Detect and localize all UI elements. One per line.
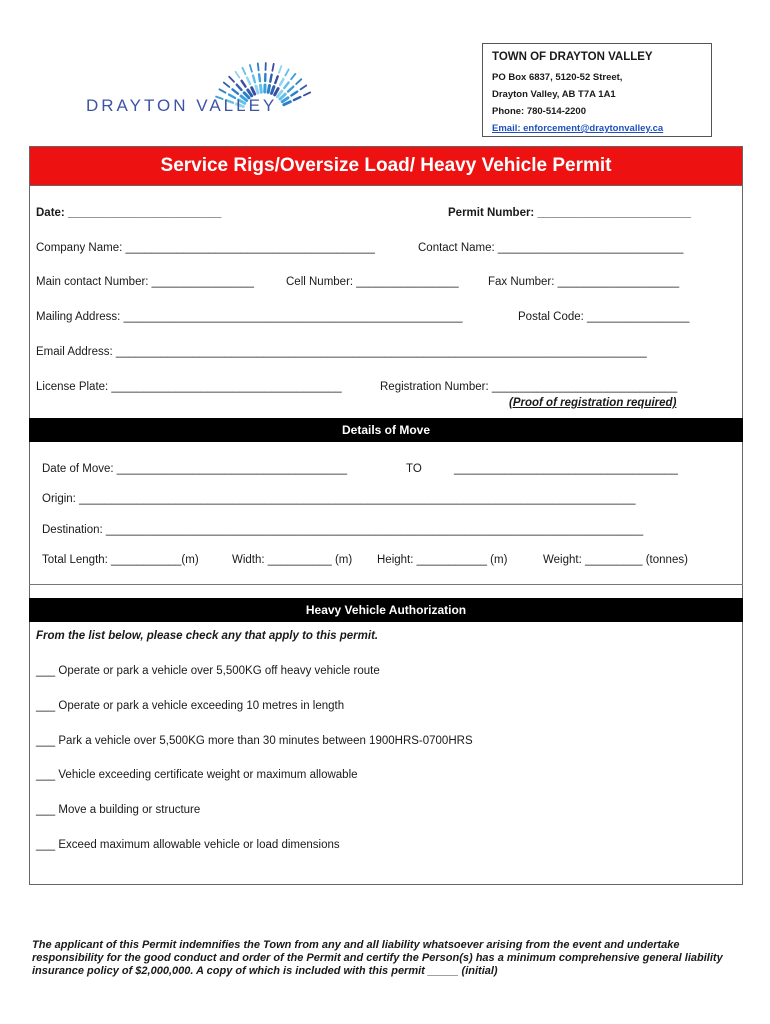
logo-ray [259, 74, 260, 81]
fax-number-field[interactable]: Fax Number: ___________________ [488, 276, 680, 288]
checklist-item[interactable]: ___ Operate or park a vehicle over 5,500KG off heavy vehicle route [36, 665, 380, 677]
details-of-move-heading: Details of Move [341, 423, 431, 437]
to-label: TO [406, 463, 422, 475]
logo-ray [280, 94, 285, 99]
logo-ray [237, 85, 242, 90]
authorization-instruction: From the list below, please check any that apply to this permit. [36, 630, 379, 642]
license-plate-field[interactable]: License Plate: ____________________________________ [36, 381, 342, 393]
logo-ray [282, 98, 288, 102]
contact-name-field[interactable]: Contact Name: _____________________________ [418, 242, 684, 254]
logo-ray [261, 85, 262, 92]
logo-ray [275, 76, 277, 83]
logo-ray [236, 72, 240, 78]
logo-ray [275, 89, 278, 95]
logo-ray [291, 92, 297, 96]
authorization-header [29, 598, 743, 622]
email-address-field[interactable]: Email Address: ___________________________________________________________________________________ [36, 346, 647, 358]
checklist-item[interactable]: ___ Vehicle exceeding certificate weight or maximum allowable [36, 769, 358, 781]
logo-ray [268, 86, 269, 93]
logo-ray [247, 78, 250, 84]
date-of-move-field[interactable]: Date of Move: ____________________________________ [42, 463, 348, 475]
width-field[interactable]: Width: __________ (m) [232, 554, 353, 566]
logo-ray [304, 92, 310, 95]
permit-number-field[interactable]: Permit Number: ________________________ [448, 207, 691, 219]
logo-ray [280, 79, 283, 85]
logo-ray [284, 102, 290, 105]
checklist-item[interactable]: ___ Operate or park a vehicle exceeding 10 metres in length [36, 700, 345, 712]
logo-ray [291, 74, 295, 80]
logo-ray [242, 81, 246, 87]
logo-ray [256, 86, 258, 93]
main-contact-number-field[interactable]: Main contact Number: ________________ [36, 276, 255, 288]
logo-ray [248, 90, 252, 96]
company-name-field[interactable]: Company Name: _______________________________________ [36, 242, 375, 254]
logo-ray [294, 97, 300, 100]
office-address-box [482, 43, 712, 137]
logo-ray [272, 87, 274, 94]
checklist-item[interactable]: ___ Move a building or structure [36, 804, 201, 816]
cell-number-field[interactable]: Cell Number: ________________ [286, 276, 459, 288]
height-field[interactable]: Height: ___________ (m) [377, 554, 508, 566]
logo-ray [285, 69, 288, 75]
logo-ray [233, 89, 239, 93]
logo-ray [219, 89, 225, 92]
to-date-field[interactable]: ___________________________________ [454, 463, 678, 475]
logo-ray [229, 77, 234, 82]
logo-ray [284, 83, 288, 89]
form-title-bar [29, 146, 743, 186]
postal-code-field[interactable]: Postal Code: ________________ [518, 311, 690, 323]
office-po-box: PO Box 6837, 5120-52 Street, [492, 72, 623, 83]
checklist-item[interactable]: ___ Park a vehicle over 5,500KG more than 30 minutes between 1900HRS-0700HRS [36, 735, 473, 747]
total-length-field[interactable]: Total Length: ___________(m) [42, 554, 199, 566]
logo-ray [252, 88, 255, 94]
drayton-valley-logo [86, 42, 322, 132]
logo-ray [279, 66, 281, 73]
details-of-move-header [29, 418, 743, 442]
destination-field[interactable]: Destination: ____________________________________________________________________________________ [42, 524, 644, 536]
mailing-address-field[interactable]: Mailing Address: _____________________________________________________ [36, 311, 463, 323]
office-title: TOWN OF DRAYTON VALLEY [492, 51, 653, 63]
section-divider [29, 584, 743, 585]
logo-ray [242, 68, 245, 74]
weight-field[interactable]: Weight: _________ (tonnes) [543, 554, 688, 566]
origin-field[interactable]: Origin: _______________________________________________________________________________________ [42, 493, 636, 505]
logo-ray [253, 76, 255, 83]
logo-wordmark: DRAYTON VALLEY [86, 96, 278, 115]
office-email-link[interactable]: Email: enforcement@draytonvalley.ca [492, 123, 664, 134]
authorization-heading: Heavy Vehicle Authorization [305, 603, 467, 617]
logo-ray [301, 86, 307, 90]
logo-ray [270, 75, 271, 82]
logo-ray [296, 79, 301, 84]
office-phone: Phone: 780-514-2200 [492, 106, 586, 117]
liability-disclaimer: The applicant of this Permit indemnifies the Town from any and all liability whatsoever arising from the event and undertake responsibility for the good conduct and order of the Permit and certify the Person(s) has a minimum comprehensive general liability insurance policy of $2,000,000. A copy of which is included with this permit _____ (initial) [32, 939, 723, 977]
registration-number-field[interactable]: Registration Number: _____________________________ [380, 381, 678, 393]
registration-note: (Proof of registration required) [509, 397, 677, 409]
form-title: Service Rigs/Oversize Load/ Heavy Vehicle Permit [160, 155, 612, 176]
logo-ray [272, 64, 273, 71]
logo-ray [258, 63, 259, 70]
checklist-item[interactable]: ___ Exceed maximum allowable vehicle or load dimensions [36, 839, 340, 851]
date-field[interactable]: Date: ________________________ [36, 207, 222, 219]
logo-ray [224, 83, 230, 87]
logo-ray [250, 65, 252, 72]
logo-ray [288, 87, 293, 92]
logo-ray [278, 91, 282, 97]
office-city: Drayton Valley, AB T7A 1A1 [492, 89, 616, 100]
